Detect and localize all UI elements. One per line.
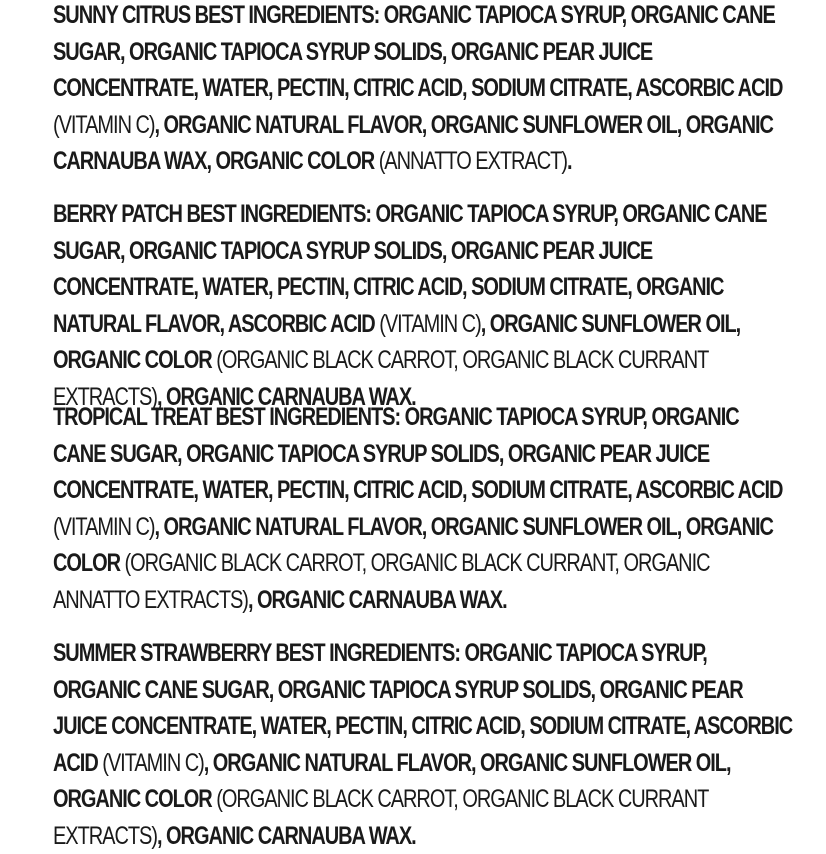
ingredient-text-bold: SUNNY CITRUS BEST INGREDIENTS: ORGANIC TAPIOCA SYRUP, ORGANIC CANE SUGAR, ORGANIC TAPIOCA SYRUP SOLIDS, ORGANIC PEAR JUICE CONCENTRATE, WATER, PECTIN, CITRIC ACID, SODIUM CITRATE, ASCORBIC ACID bbox=[53, 1, 783, 102]
ingredient-text-note: (ANNATTO EXTRACT) bbox=[378, 147, 567, 175]
ingredient-text-bold: , ORGANIC CARNAUBA WAX. bbox=[156, 821, 416, 850]
ingredient-text-note: (VITAMIN C) bbox=[379, 309, 481, 338]
ingredient-text-note: (ORGANIC BLACK CARROT, ORGANIC BLACK CURRANT EXTRACTS) bbox=[53, 785, 708, 850]
ingredients-block-summer-strawberry bbox=[53, 635, 793, 854]
ingredient-text-note: (VITAMIN C) bbox=[53, 512, 155, 541]
ingredient-text-bold: , ORGANIC NATURAL FLAVOR, ORGANIC SUNFLOWER OIL, ORGANIC CARNAUBA WAX, ORGANIC COLOR bbox=[53, 110, 773, 175]
ingredient-text-bold: , ORGANIC NATURAL FLAVOR, ORGANIC SUNFLOWER OIL, ORGANIC COLOR bbox=[53, 748, 731, 813]
ingredient-text-note: (ORGANIC BLACK CARROT, ORGANIC BLACK CURRANT, ORGANIC ANNATTO EXTRACTS) bbox=[53, 549, 710, 614]
ingredients-block-berry-patch bbox=[53, 196, 793, 415]
ingredient-text-bold: , ORGANIC CARNAUBA WAX. bbox=[247, 585, 507, 614]
ingredient-text-note: (ORGANIC BLACK CARROT, ORGANIC BLACK CURRANT EXTRACTS) bbox=[53, 346, 708, 411]
ingredient-text-bold: TROPICAL TREAT BEST INGREDIENTS: ORGANIC TAPIOCA SYRUP, ORGANIC CANE SUGAR, ORGANIC TAPIOCA SYRUP SOLIDS, ORGANIC PEAR JUICE CONCENTRATE, WATER, PECTIN, CITRIC ACID, SODIUM CITRATE, ASCORBIC ACID bbox=[53, 403, 783, 504]
ingredient-text-note: (VITAMIN C) bbox=[102, 748, 204, 777]
ingredient-text-bold: SUMMER STRAWBERRY BEST INGREDIENTS: ORGANIC TAPIOCA SYRUP, ORGANIC CANE SUGAR, ORGANIC TAPIOCA SYRUP SOLIDS, ORGANIC PEAR JUICE CONCENTRATE, WATER, PECTIN, CITRIC ACID, SODIUM CITRATE, ASCORBIC ACID bbox=[53, 639, 793, 777]
ingredient-text-bold: . bbox=[566, 147, 572, 175]
ingredient-text-bold: , ORGANIC SUNFLOWER OIL, ORGANIC COLOR bbox=[53, 309, 741, 374]
ingredient-text-bold: , ORGANIC CARNAUBA WAX. bbox=[156, 382, 416, 411]
ingredient-text-bold: BERRY PATCH BEST INGREDIENTS: ORGANIC TAPIOCA SYRUP, ORGANIC CANE SUGAR, ORGANIC TAPIOCA SYRUP SOLIDS, ORGANIC PEAR JUICE CONCENTRATE, WATER, PECTIN, CITRIC ACID, SODIUM CITRATE, ORGANIC NATURAL FLAVOR, ASCORBIC ACID bbox=[53, 200, 767, 338]
ingredients-block-sunny-citrus bbox=[53, 0, 793, 180]
ingredient-text-bold: , ORGANIC NATURAL FLAVOR, ORGANIC SUNFLOWER OIL, ORGANIC COLOR bbox=[53, 512, 773, 577]
ingredient-text-note: (VITAMIN C) bbox=[53, 110, 155, 139]
ingredients-block-tropical-treat bbox=[53, 399, 793, 618]
